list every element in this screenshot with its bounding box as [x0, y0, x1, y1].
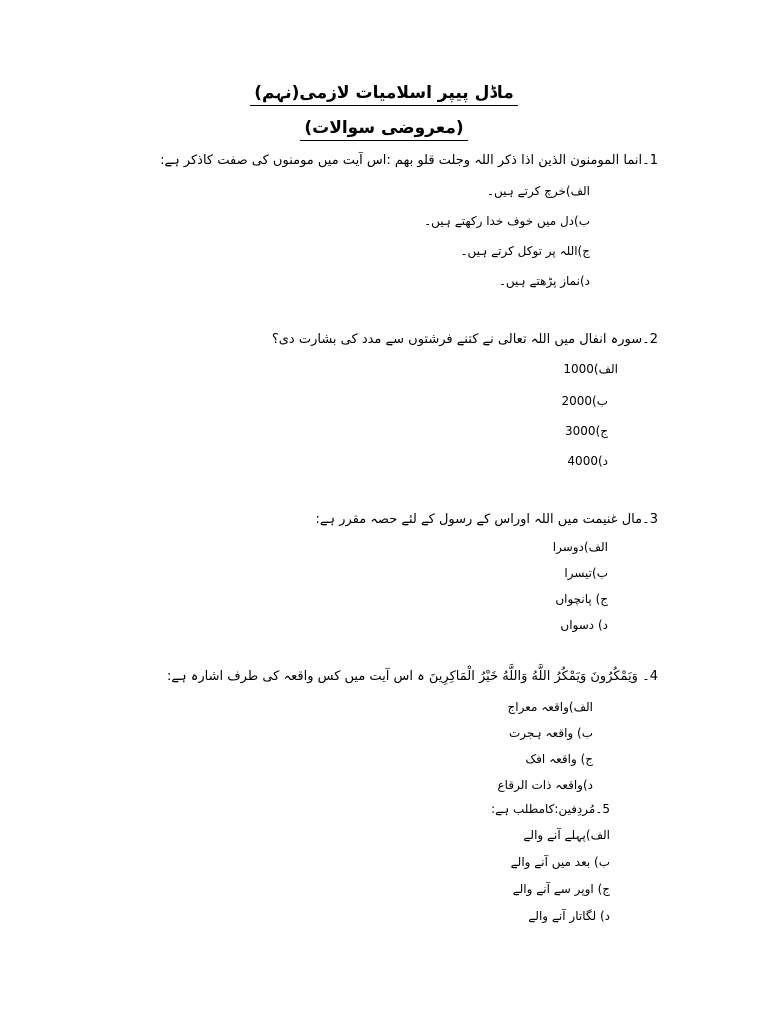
question-1-option-c: ج)اللہ پر توکل کرتے ہیں۔	[460, 244, 590, 258]
question-1-option-a: الف)خرچ کرتے ہیں۔	[486, 184, 590, 198]
question-4: 4۔ وَيَمْكُرُونَ وَيَمْكُرُ اللَّهُ وَاللَّهُ خَيْرُ الْمَاكِرِينَ ہ اس آیت میں کس واقعہ کی طرف اشارہ ہے:	[166, 669, 658, 684]
question-5-option-d: د) لگاتار آنے والے	[528, 909, 610, 923]
question-1: 1۔انما المومنون الذین اذا ذکر اللہ وجلت قلو بھم :اس آیت میں مومنوں کی صفت کاذکر ہے:	[160, 153, 658, 168]
question-5-option-a: الف)پہلے آنے والے	[523, 828, 610, 842]
page-title-text: ماڈل پیپر اسلامیات لازمی(نہم)	[250, 82, 518, 106]
question-3: 3۔مال غنیمت میں اللہ اوراس کے رسول کے لئے حصہ مقرر ہے:	[315, 512, 658, 527]
page-subtitle	[0, 118, 768, 141]
question-2-option-a: الف)1000	[563, 362, 618, 376]
question-5-option-c: ج) اوپر سے آنے والے	[512, 882, 610, 896]
page-subtitle-text: (معروضی سوالات)	[300, 118, 467, 141]
question-3-option-b: ب)تیسرا	[564, 566, 608, 580]
question-2-option-b: ب)2000	[561, 394, 608, 408]
question-4-option-b: ب) واقعہ ہجرت	[509, 726, 593, 740]
question-4-option-a: الف)واقعہ معراج	[507, 700, 593, 714]
question-4-option-c: ج) واقعہ افک	[525, 752, 593, 766]
question-3-option-d: د) دسواں	[560, 618, 608, 632]
question-2-option-d: د)4000	[567, 454, 608, 468]
question-2: 2۔سورہ انفال میں اللہ تعالی نے کتنے فرشتوں سے مدد کی بشارت دی؟	[271, 332, 658, 347]
question-1-option-b: ب)دل میں خوف خدا رکھتے ہیں۔	[424, 214, 590, 228]
question-3-option-c: ج) پانچواں	[555, 592, 608, 606]
page-title	[0, 82, 768, 106]
question-5-option-b: ب) بعد میں آنے والے	[510, 855, 610, 869]
question-1-option-d: د)نماز پڑھتے ہیں۔	[498, 274, 590, 288]
question-4-option-d: د)واقعہ ذات الرقاع	[497, 778, 593, 792]
question-2-option-c: ج)3000	[565, 424, 608, 438]
question-5: 5۔مُردِفین:کامطلب ہے:	[491, 802, 610, 816]
question-3-option-a: الف)دوسرا	[552, 540, 608, 554]
